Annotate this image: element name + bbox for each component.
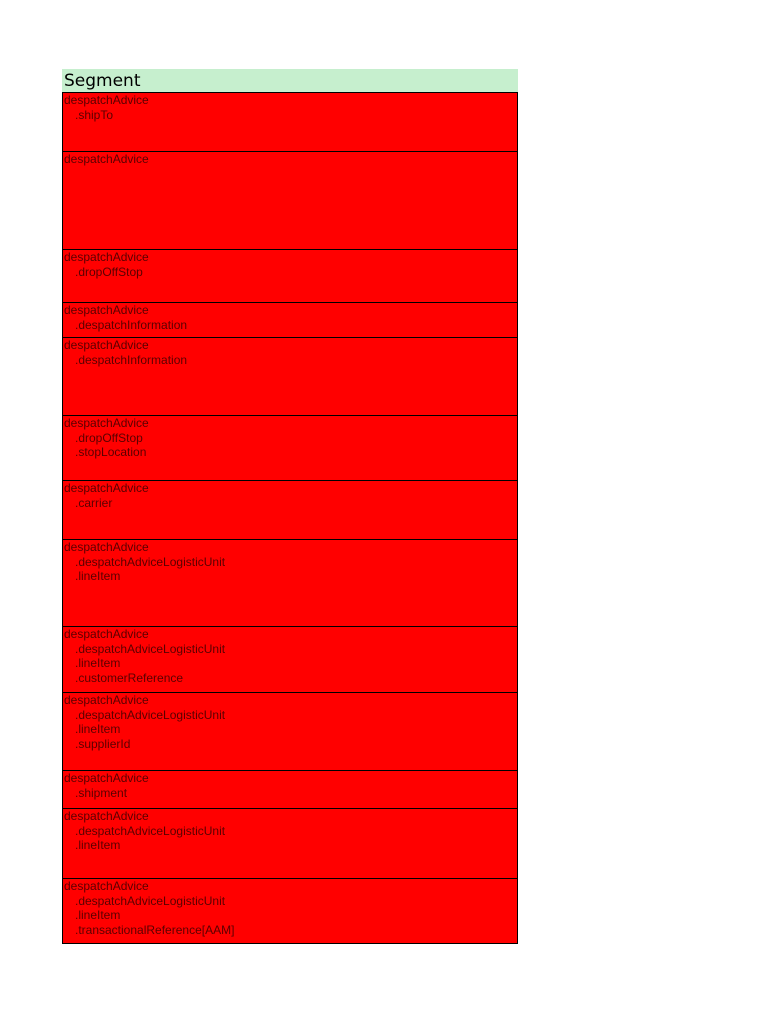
segment-line: despatchAdvice: [64, 93, 149, 107]
segment-line: .carrier: [75, 495, 113, 510]
segment-column-header[interactable]: Segment: [62, 69, 518, 93]
segment-line: despatchAdvice: [64, 693, 149, 707]
segment-line: .dropOffStop: [75, 430, 143, 445]
segment-line: despatchAdvice: [64, 809, 149, 823]
segment-cell[interactable]: [63, 93, 517, 152]
segment-cell[interactable]: [63, 693, 517, 771]
segment-cell[interactable]: [63, 303, 517, 338]
segment-line: despatchAdvice: [64, 338, 149, 352]
segment-line: despatchAdvice: [64, 250, 149, 264]
segment-line: despatchAdvice: [64, 540, 149, 554]
segment-line: despatchAdvice: [64, 303, 149, 317]
segment-line: .stopLocation: [75, 445, 147, 459]
segment-rows: [62, 93, 518, 944]
segment-table: [62, 69, 518, 944]
segment-line: .customerReference: [75, 670, 184, 685]
segment-line: despatchAdvice: [64, 771, 149, 785]
segment-cell[interactable]: [63, 250, 517, 303]
segment-line: .lineItem: [75, 838, 121, 852]
segment-line: .lineItem: [75, 656, 121, 670]
segment-line: despatchAdvice: [64, 627, 149, 641]
segment-line: .lineItem: [75, 569, 121, 583]
segment-line: .despatchAdviceLogisticUnit: [75, 554, 226, 569]
segment-cell[interactable]: [63, 481, 517, 540]
segment-line: despatchAdvice: [64, 879, 149, 893]
segment-cell[interactable]: [63, 540, 517, 627]
segment-cell[interactable]: [63, 338, 517, 416]
segment-line: .shipTo: [75, 107, 114, 122]
segment-cell[interactable]: [63, 627, 517, 693]
segment-line: .despatchInformation: [75, 317, 188, 332]
segment-line: .shipment: [75, 785, 128, 800]
segment-line: .supplierId: [75, 736, 131, 751]
segment-line: .despatchInformation: [75, 352, 188, 367]
segment-cell[interactable]: [63, 416, 517, 481]
segment-line: despatchAdvice: [64, 481, 149, 495]
segment-line: .despatchAdviceLogisticUnit: [75, 707, 226, 722]
segment-cell[interactable]: [63, 809, 517, 879]
segment-line: despatchAdvice: [64, 152, 149, 166]
segment-cell[interactable]: [63, 771, 517, 809]
segment-line: .transactionalReference[AAM]: [75, 922, 235, 937]
segment-line: .lineItem: [75, 908, 121, 922]
segment-line: .despatchAdviceLogisticUnit: [75, 893, 226, 908]
segment-cell[interactable]: [63, 152, 517, 250]
segment-line: despatchAdvice: [64, 416, 149, 430]
segment-line: .lineItem: [75, 722, 121, 736]
segment-cell[interactable]: [63, 879, 517, 944]
segment-line: .despatchAdviceLogisticUnit: [75, 823, 226, 838]
segment-line: .despatchAdviceLogisticUnit: [75, 641, 226, 656]
segment-line: .dropOffStop: [75, 264, 143, 279]
